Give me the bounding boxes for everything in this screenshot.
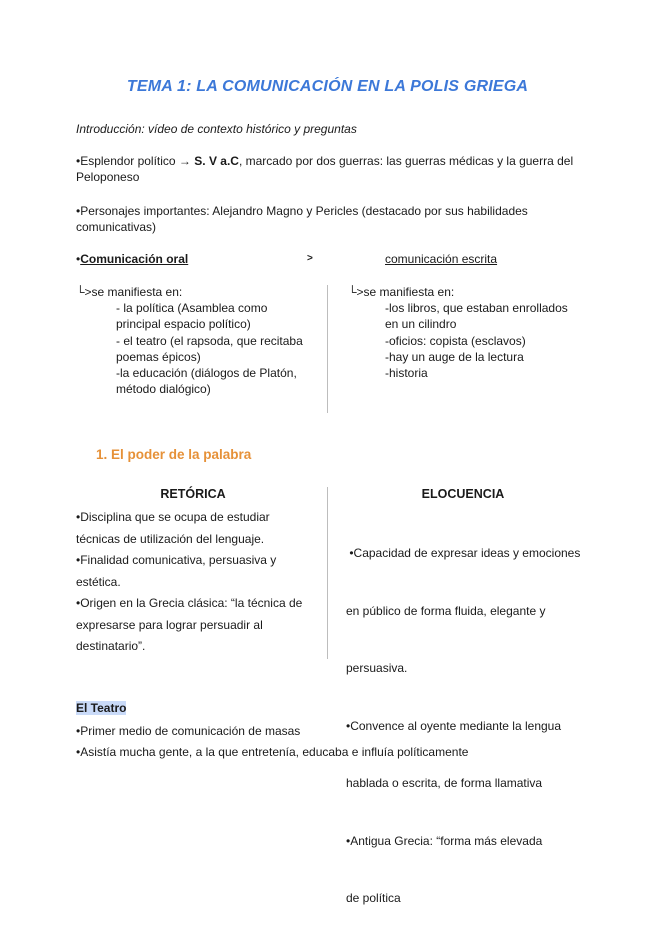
elocuencia-line: en público de forma fluida, elegante y: [346, 603, 546, 618]
elocuencia-line: •Convence al oyente mediante la lengua: [346, 718, 562, 733]
elocuencia-line: hablada o escrita, de forma llamativa: [346, 776, 543, 790]
list-item: principal espacio político): [116, 317, 251, 332]
greater-than-symbol: >: [307, 253, 313, 264]
oral-heading-text: Comunicación oral: [80, 252, 189, 266]
bullet-personajes: •Personajes importantes: Alejandro Magno y Pericles (destacado por sus habilidades comunicativas): [76, 204, 528, 234]
retorica-line: •Disciplina que se ocupa de estudiar: [76, 510, 270, 524]
retorica-heading: RETÓRICA: [160, 487, 226, 501]
list-item: -historia: [385, 366, 428, 381]
list-item: -los libros, que estaban enrollados: [385, 301, 568, 315]
escrita-lead: └>se manifiesta en:: [348, 285, 455, 299]
teatro-lines: [76, 721, 468, 763]
list-item: método dialógico): [116, 382, 211, 397]
list-item: - la política (Asamblea como: [116, 301, 268, 315]
list-item: poemas épicos): [116, 349, 201, 364]
retorica-text: [76, 507, 321, 658]
list-item: - el teatro (el rapsoda, que recitaba: [116, 333, 303, 348]
column-divider: [327, 285, 328, 413]
retorica-line: •Origen en la Grecia clásica: “la técnica de: [76, 596, 303, 610]
teatro-line: •Asistía mucha gente, a la que entretenía, educaba e influía políticamente: [76, 745, 469, 759]
oral-lead: └>se manifiesta en:: [76, 285, 183, 299]
retorica-line: expresarse para lograr persuadir al: [76, 617, 263, 632]
retorica-line: técnicas de utilización del lenguaje.: [76, 531, 265, 546]
bullet-esplendor-bold: S. V a.C: [194, 154, 239, 168]
document-title: TEMA 1: LA COMUNICACIÓN EN LA POLIS GRIEGA: [126, 78, 529, 95]
elocuencia-line: •Capacidad de expresar ideas y emociones: [346, 546, 581, 560]
bullet-esplendor: [76, 153, 576, 185]
escrita-list: [385, 300, 568, 381]
teatro-heading-wrap: [76, 700, 126, 716]
retorica-line: estética.: [76, 574, 121, 589]
teatro-heading: El Teatro: [76, 701, 127, 715]
intro-line: Introducción: vídeo de contexto histórico y preguntas: [76, 122, 357, 136]
retorica-line: •Finalidad comunicativa, persuasiva y: [76, 553, 277, 567]
oral-list: [116, 300, 303, 398]
retorica-line: destinatario”.: [76, 639, 146, 653]
list-item: -oficios: copista (esclavos): [385, 333, 526, 348]
oral-heading: [76, 251, 188, 267]
teatro-line: •Primer medio de comunicación de masas: [76, 724, 301, 738]
oral-heading-bullet: •: [76, 252, 81, 266]
elocuencia-heading: ELOCUENCIA: [421, 487, 505, 501]
bullet-esplendor-post: , marcado por dos guerras: las guerras médicas y la guerra del Peloponeso: [76, 154, 574, 184]
section-heading-poder-palabra: 1. El poder de la palabra: [96, 447, 252, 462]
bullet-esplendor-pre: •Esplendor político →: [76, 154, 195, 168]
elocuencia-line: persuasiva.: [346, 661, 408, 675]
list-item: -hay un auge de la lectura: [385, 349, 524, 364]
column-divider: [327, 487, 328, 659]
list-item: -la educación (diálogos de Platón,: [116, 366, 297, 381]
list-item: en un cilindro: [385, 317, 457, 332]
elocuencia-line: de política: [346, 891, 401, 905]
escrita-heading: comunicación escrita: [385, 252, 498, 266]
elocuencia-line: •Antigua Grecia: “forma más elevada: [346, 833, 543, 848]
